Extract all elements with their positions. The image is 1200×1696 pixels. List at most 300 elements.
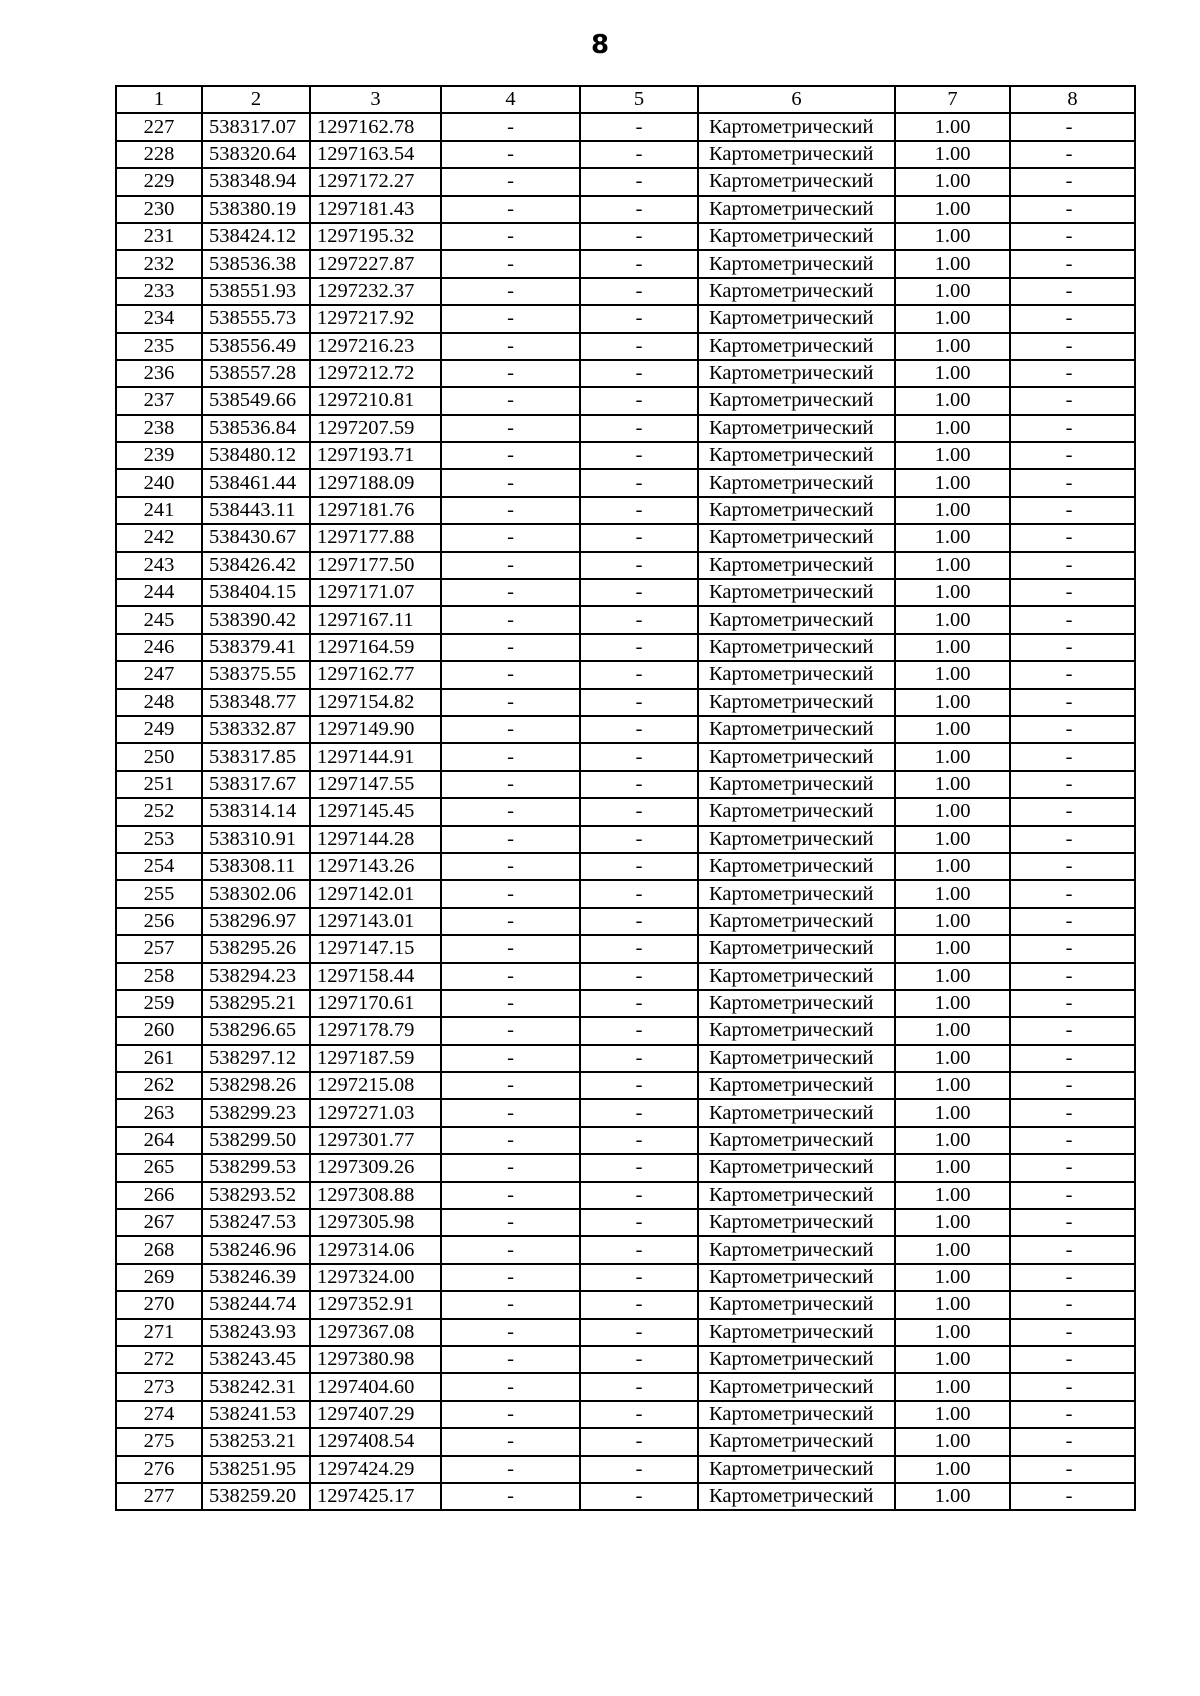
cell-col-4: - (441, 1017, 580, 1044)
table-row (116, 196, 1135, 223)
table-row (116, 935, 1135, 962)
cell-method: Картометрический (698, 606, 895, 633)
cell-col-8: - (1010, 1017, 1135, 1044)
cell-coord-y: 1297207.59 (310, 415, 441, 442)
cell-accuracy: 1.00 (895, 579, 1010, 606)
cell-coord-x: 538332.87 (202, 716, 310, 743)
table-row (116, 1401, 1135, 1428)
cell-point-number: 241 (116, 497, 202, 524)
table-row (116, 853, 1135, 880)
cell-col-5: - (580, 689, 698, 716)
cell-col-8: - (1010, 1346, 1135, 1373)
cell-col-8: - (1010, 1319, 1135, 1346)
cell-col-8: - (1010, 634, 1135, 661)
table-row (116, 689, 1135, 716)
cell-coord-x: 538390.42 (202, 606, 310, 633)
cell-method: Картометрический (698, 223, 895, 250)
cell-coord-x: 538314.14 (202, 798, 310, 825)
cell-col-4: - (441, 963, 580, 990)
cell-method: Картометрический (698, 1428, 895, 1455)
cell-col-8: - (1010, 442, 1135, 469)
cell-col-5: - (580, 579, 698, 606)
cell-coord-x: 538556.49 (202, 333, 310, 360)
column-header-8: 8 (1010, 86, 1135, 113)
cell-coord-x: 538293.52 (202, 1182, 310, 1209)
cell-method: Картометрический (698, 524, 895, 551)
cell-point-number: 266 (116, 1182, 202, 1209)
cell-col-5: - (580, 1045, 698, 1072)
cell-point-number: 242 (116, 524, 202, 551)
cell-point-number: 255 (116, 880, 202, 907)
cell-coord-x: 538295.26 (202, 935, 310, 962)
cell-accuracy: 1.00 (895, 634, 1010, 661)
table-row (116, 826, 1135, 853)
cell-col-5: - (580, 196, 698, 223)
cell-col-4: - (441, 469, 580, 496)
cell-col-4: - (441, 1182, 580, 1209)
cell-coord-y: 1297172.27 (310, 168, 441, 195)
column-header-6: 6 (698, 86, 895, 113)
cell-accuracy: 1.00 (895, 524, 1010, 551)
cell-coord-y: 1297301.77 (310, 1127, 441, 1154)
cell-accuracy: 1.00 (895, 1373, 1010, 1400)
cell-col-4: - (441, 442, 580, 469)
cell-method: Картометрический (698, 141, 895, 168)
cell-method: Картометрический (698, 415, 895, 442)
cell-coord-x: 538480.12 (202, 442, 310, 469)
cell-accuracy: 1.00 (895, 360, 1010, 387)
cell-coord-y: 1297404.60 (310, 1373, 441, 1400)
cell-col-5: - (580, 661, 698, 688)
cell-col-8: - (1010, 1209, 1135, 1236)
cell-col-8: - (1010, 223, 1135, 250)
cell-point-number: 235 (116, 333, 202, 360)
cell-method: Картометрический (698, 990, 895, 1017)
cell-accuracy: 1.00 (895, 141, 1010, 168)
table-row (116, 634, 1135, 661)
column-header-5: 5 (580, 86, 698, 113)
cell-method: Картометрический (698, 1319, 895, 1346)
cell-coord-x: 538308.11 (202, 853, 310, 880)
cell-accuracy: 1.00 (895, 1154, 1010, 1181)
cell-coord-y: 1297147.55 (310, 771, 441, 798)
cell-coord-y: 1297308.88 (310, 1182, 441, 1209)
cell-coord-x: 538317.07 (202, 113, 310, 140)
cell-coord-x: 538296.65 (202, 1017, 310, 1044)
cell-coord-y: 1297305.98 (310, 1209, 441, 1236)
cell-col-5: - (580, 1319, 698, 1346)
cell-col-8: - (1010, 497, 1135, 524)
table-row (116, 1072, 1135, 1099)
table-row (116, 1209, 1135, 1236)
cell-point-number: 270 (116, 1291, 202, 1318)
cell-col-4: - (441, 579, 580, 606)
cell-col-5: - (580, 1264, 698, 1291)
cell-col-4: - (441, 798, 580, 825)
cell-accuracy: 1.00 (895, 606, 1010, 633)
cell-coord-y: 1297216.23 (310, 333, 441, 360)
cell-point-number: 260 (116, 1017, 202, 1044)
cell-coord-x: 538379.41 (202, 634, 310, 661)
cell-col-8: - (1010, 743, 1135, 770)
cell-col-8: - (1010, 716, 1135, 743)
cell-method: Картометрический (698, 1264, 895, 1291)
cell-col-4: - (441, 278, 580, 305)
cell-point-number: 262 (116, 1072, 202, 1099)
cell-col-5: - (580, 113, 698, 140)
cell-col-5: - (580, 387, 698, 414)
cell-col-5: - (580, 606, 698, 633)
cell-col-4: - (441, 305, 580, 332)
cell-col-8: - (1010, 908, 1135, 935)
cell-point-number: 269 (116, 1264, 202, 1291)
cell-col-4: - (441, 1319, 580, 1346)
cell-point-number: 259 (116, 990, 202, 1017)
cell-method: Картометрический (698, 1099, 895, 1126)
cell-accuracy: 1.00 (895, 1017, 1010, 1044)
column-header-1: 1 (116, 86, 202, 113)
cell-point-number: 267 (116, 1209, 202, 1236)
table-row (116, 1045, 1135, 1072)
cell-coord-y: 1297232.37 (310, 278, 441, 305)
cell-accuracy: 1.00 (895, 908, 1010, 935)
cell-coord-x: 538551.93 (202, 278, 310, 305)
cell-method: Картометрический (698, 963, 895, 990)
cell-coord-x: 538242.31 (202, 1373, 310, 1400)
cell-col-8: - (1010, 1127, 1135, 1154)
cell-method: Картометрический (698, 305, 895, 332)
cell-coord-y: 1297162.78 (310, 113, 441, 140)
cell-method: Картометрический (698, 880, 895, 907)
cell-col-5: - (580, 634, 698, 661)
cell-coord-x: 538296.97 (202, 908, 310, 935)
cell-accuracy: 1.00 (895, 963, 1010, 990)
cell-col-4: - (441, 716, 580, 743)
cell-col-5: - (580, 1456, 698, 1483)
cell-col-4: - (441, 771, 580, 798)
cell-method: Картометрический (698, 387, 895, 414)
cell-col-5: - (580, 469, 698, 496)
cell-col-5: - (580, 250, 698, 277)
cell-col-5: - (580, 1346, 698, 1373)
cell-coord-x: 538536.84 (202, 415, 310, 442)
cell-point-number: 232 (116, 250, 202, 277)
cell-coord-y: 1297181.76 (310, 497, 441, 524)
cell-col-5: - (580, 333, 698, 360)
cell-coord-y: 1297193.71 (310, 442, 441, 469)
cell-coord-y: 1297181.43 (310, 196, 441, 223)
cell-col-5: - (580, 826, 698, 853)
cell-point-number: 233 (116, 278, 202, 305)
cell-col-8: - (1010, 963, 1135, 990)
cell-coord-x: 538310.91 (202, 826, 310, 853)
cell-col-4: - (441, 661, 580, 688)
cell-coord-x: 538297.12 (202, 1045, 310, 1072)
table-row (116, 113, 1135, 140)
cell-point-number: 231 (116, 223, 202, 250)
cell-col-8: - (1010, 333, 1135, 360)
cell-col-4: - (441, 1483, 580, 1510)
cell-coord-x: 538243.93 (202, 1319, 310, 1346)
cell-col-4: - (441, 1401, 580, 1428)
cell-coord-x: 538430.67 (202, 524, 310, 551)
cell-accuracy: 1.00 (895, 333, 1010, 360)
cell-method: Картометрический (698, 250, 895, 277)
cell-method: Картометрический (698, 1182, 895, 1209)
cell-accuracy: 1.00 (895, 880, 1010, 907)
table-header-row (116, 86, 1135, 113)
cell-accuracy: 1.00 (895, 990, 1010, 1017)
cell-coord-y: 1297158.44 (310, 963, 441, 990)
cell-coord-x: 538348.94 (202, 168, 310, 195)
cell-col-4: - (441, 141, 580, 168)
cell-coord-x: 538247.53 (202, 1209, 310, 1236)
cell-method: Картометрический (698, 1045, 895, 1072)
cell-col-8: - (1010, 689, 1135, 716)
cell-point-number: 245 (116, 606, 202, 633)
cell-col-4: - (441, 1072, 580, 1099)
cell-coord-y: 1297144.91 (310, 743, 441, 770)
table-row (116, 743, 1135, 770)
cell-method: Картометрический (698, 661, 895, 688)
cell-col-8: - (1010, 469, 1135, 496)
cell-method: Картометрический (698, 1209, 895, 1236)
cell-method: Картометрический (698, 1127, 895, 1154)
cell-coord-x: 538299.53 (202, 1154, 310, 1181)
cell-accuracy: 1.00 (895, 743, 1010, 770)
cell-col-8: - (1010, 278, 1135, 305)
cell-col-5: - (580, 880, 698, 907)
cell-col-8: - (1010, 1072, 1135, 1099)
cell-coord-x: 538294.23 (202, 963, 310, 990)
cell-point-number: 277 (116, 1483, 202, 1510)
cell-col-4: - (441, 853, 580, 880)
table-row (116, 360, 1135, 387)
cell-col-5: - (580, 1182, 698, 1209)
table-row (116, 469, 1135, 496)
cell-accuracy: 1.00 (895, 1182, 1010, 1209)
cell-method: Картометрический (698, 552, 895, 579)
cell-col-4: - (441, 1099, 580, 1126)
cell-coord-y: 1297147.15 (310, 935, 441, 962)
cell-coord-y: 1297314.06 (310, 1236, 441, 1263)
cell-col-4: - (441, 826, 580, 853)
cell-col-4: - (441, 1209, 580, 1236)
cell-method: Картометрический (698, 935, 895, 962)
cell-point-number: 268 (116, 1236, 202, 1263)
cell-col-5: - (580, 1127, 698, 1154)
table-body (116, 113, 1135, 1510)
table-row (116, 1319, 1135, 1346)
cell-coord-y: 1297143.26 (310, 853, 441, 880)
cell-coord-x: 538241.53 (202, 1401, 310, 1428)
cell-point-number: 251 (116, 771, 202, 798)
cell-point-number: 264 (116, 1127, 202, 1154)
cell-col-8: - (1010, 990, 1135, 1017)
cell-col-8: - (1010, 1099, 1135, 1126)
cell-col-5: - (580, 141, 698, 168)
cell-col-4: - (441, 552, 580, 579)
table-row (116, 990, 1135, 1017)
cell-col-8: - (1010, 880, 1135, 907)
cell-method: Картометрический (698, 278, 895, 305)
cell-method: Картометрический (698, 442, 895, 469)
column-header-4: 4 (441, 86, 580, 113)
cell-col-8: - (1010, 113, 1135, 140)
cell-method: Картометрический (698, 360, 895, 387)
cell-coord-x: 538375.55 (202, 661, 310, 688)
cell-coord-y: 1297217.92 (310, 305, 441, 332)
cell-col-5: - (580, 1236, 698, 1263)
cell-accuracy: 1.00 (895, 196, 1010, 223)
cell-accuracy: 1.00 (895, 442, 1010, 469)
cell-coord-y: 1297163.54 (310, 141, 441, 168)
cell-accuracy: 1.00 (895, 1099, 1010, 1126)
table-row (116, 1127, 1135, 1154)
cell-col-5: - (580, 1401, 698, 1428)
cell-point-number: 246 (116, 634, 202, 661)
cell-coord-x: 538253.21 (202, 1428, 310, 1455)
cell-col-5: - (580, 552, 698, 579)
cell-coord-x: 538295.21 (202, 990, 310, 1017)
cell-col-8: - (1010, 798, 1135, 825)
cell-col-5: - (580, 168, 698, 195)
cell-col-8: - (1010, 935, 1135, 962)
cell-col-8: - (1010, 415, 1135, 442)
cell-coord-x: 538298.26 (202, 1072, 310, 1099)
cell-method: Картометрический (698, 579, 895, 606)
cell-point-number: 240 (116, 469, 202, 496)
cell-point-number: 254 (116, 853, 202, 880)
cell-accuracy: 1.00 (895, 1456, 1010, 1483)
cell-coord-x: 538380.19 (202, 196, 310, 223)
table-row (116, 1236, 1135, 1263)
cell-col-4: - (441, 743, 580, 770)
cell-coord-y: 1297162.77 (310, 661, 441, 688)
cell-point-number: 227 (116, 113, 202, 140)
cell-col-4: - (441, 634, 580, 661)
cell-method: Картометрический (698, 743, 895, 770)
table-row (116, 333, 1135, 360)
table-row (116, 1483, 1135, 1510)
cell-col-4: - (441, 196, 580, 223)
cell-col-5: - (580, 524, 698, 551)
table-row (116, 1428, 1135, 1455)
cell-point-number: 276 (116, 1456, 202, 1483)
cell-coord-x: 538549.66 (202, 387, 310, 414)
cell-coord-x: 538299.50 (202, 1127, 310, 1154)
cell-col-4: - (441, 1456, 580, 1483)
cell-point-number: 247 (116, 661, 202, 688)
table-row (116, 305, 1135, 332)
cell-coord-y: 1297407.29 (310, 1401, 441, 1428)
cell-accuracy: 1.00 (895, 223, 1010, 250)
cell-coord-y: 1297167.11 (310, 606, 441, 633)
cell-coord-y: 1297178.79 (310, 1017, 441, 1044)
table-row (116, 771, 1135, 798)
cell-method: Картометрический (698, 798, 895, 825)
cell-coord-x: 538536.38 (202, 250, 310, 277)
cell-point-number: 258 (116, 963, 202, 990)
cell-col-4: - (441, 333, 580, 360)
table-row (116, 223, 1135, 250)
cell-col-8: - (1010, 579, 1135, 606)
cell-col-5: - (580, 1428, 698, 1455)
cell-method: Картометрический (698, 497, 895, 524)
cell-col-4: - (441, 360, 580, 387)
cell-accuracy: 1.00 (895, 661, 1010, 688)
cell-col-5: - (580, 1209, 698, 1236)
cell-coord-y: 1297309.26 (310, 1154, 441, 1181)
table-row (116, 908, 1135, 935)
cell-col-4: - (441, 935, 580, 962)
cell-accuracy: 1.00 (895, 1209, 1010, 1236)
cell-point-number: 265 (116, 1154, 202, 1181)
cell-col-8: - (1010, 1264, 1135, 1291)
cell-col-5: - (580, 1072, 698, 1099)
table-row (116, 1099, 1135, 1126)
cell-coord-y: 1297324.00 (310, 1264, 441, 1291)
cell-point-number: 230 (116, 196, 202, 223)
table-row (116, 1154, 1135, 1181)
cell-point-number: 244 (116, 579, 202, 606)
cell-accuracy: 1.00 (895, 771, 1010, 798)
cell-point-number: 236 (116, 360, 202, 387)
cell-coord-y: 1297142.01 (310, 880, 441, 907)
cell-col-4: - (441, 689, 580, 716)
cell-point-number: 250 (116, 743, 202, 770)
cell-col-5: - (580, 743, 698, 770)
table-row (116, 141, 1135, 168)
cell-col-8: - (1010, 606, 1135, 633)
cell-col-4: - (441, 497, 580, 524)
cell-coord-x: 538426.42 (202, 552, 310, 579)
cell-method: Картометрический (698, 634, 895, 661)
cell-accuracy: 1.00 (895, 1483, 1010, 1510)
table-row (116, 579, 1135, 606)
cell-coord-y: 1297170.61 (310, 990, 441, 1017)
cell-coord-x: 538320.64 (202, 141, 310, 168)
table-row (116, 880, 1135, 907)
cell-coord-y: 1297367.08 (310, 1319, 441, 1346)
cell-coord-y: 1297149.90 (310, 716, 441, 743)
cell-accuracy: 1.00 (895, 1291, 1010, 1318)
cell-col-4: - (441, 1346, 580, 1373)
table-row (116, 1291, 1135, 1318)
cell-point-number: 272 (116, 1346, 202, 1373)
cell-point-number: 243 (116, 552, 202, 579)
table-row (116, 1346, 1135, 1373)
cell-point-number: 253 (116, 826, 202, 853)
cell-point-number: 229 (116, 168, 202, 195)
cell-method: Картометрический (698, 826, 895, 853)
cell-col-5: - (580, 935, 698, 962)
cell-col-5: - (580, 1154, 698, 1181)
cell-method: Картометрический (698, 469, 895, 496)
cell-method: Картометрический (698, 1373, 895, 1400)
cell-coord-x: 538555.73 (202, 305, 310, 332)
cell-point-number: 234 (116, 305, 202, 332)
cell-point-number: 274 (116, 1401, 202, 1428)
cell-col-4: - (441, 250, 580, 277)
cell-coord-y: 1297171.07 (310, 579, 441, 606)
cell-col-5: - (580, 798, 698, 825)
table-row (116, 250, 1135, 277)
cell-col-8: - (1010, 1401, 1135, 1428)
cell-col-4: - (441, 1428, 580, 1455)
table-row (116, 524, 1135, 551)
cell-accuracy: 1.00 (895, 1319, 1010, 1346)
